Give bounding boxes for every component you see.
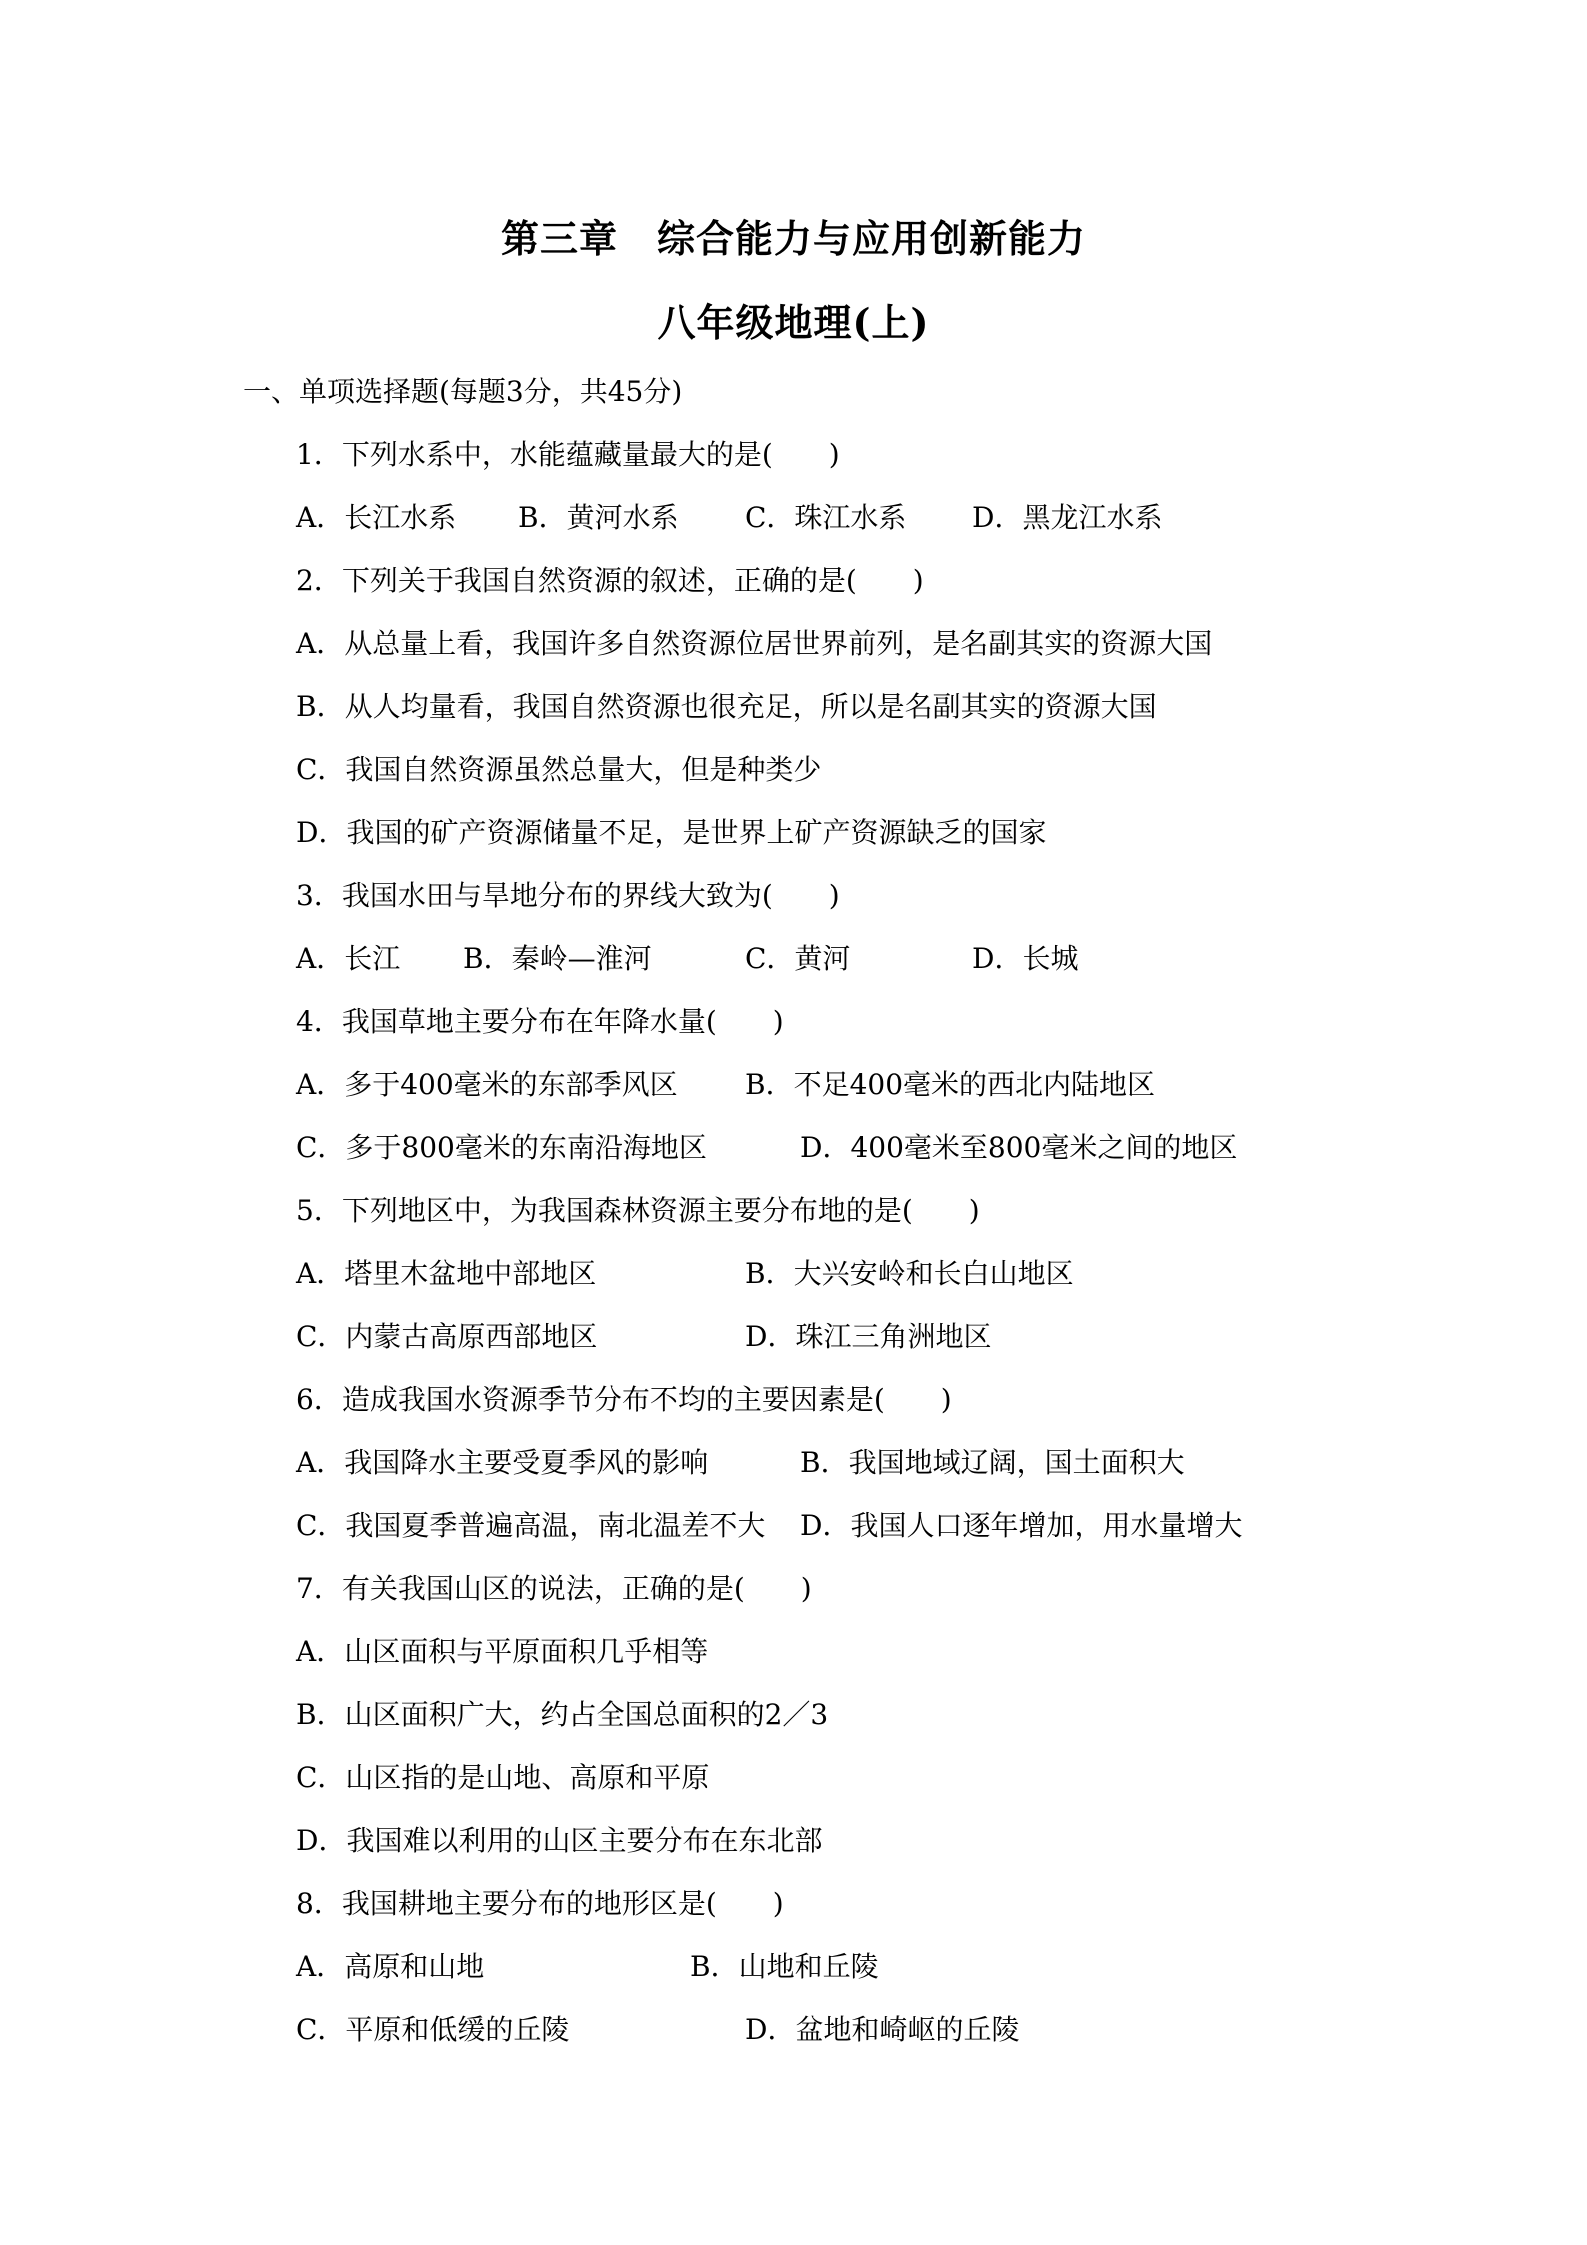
- question-5-option-b: B．大兴安岭和长白山地区: [745, 1257, 1074, 1290]
- question-7-stem: 7．有关我国山区的说法，正确的是( ): [296, 1572, 812, 1605]
- question-5-option-a: A．塔里木盆地中部地区: [296, 1257, 597, 1290]
- question-2-option-a: A．从总量上看，我国许多自然资源位居世界前列，是名副其实的资源大国: [296, 627, 1213, 660]
- question-1-option-c: C．珠江水系: [745, 501, 907, 534]
- question-3-option-b: B．秦岭—淮河: [463, 942, 652, 975]
- question-5-stem: 5．下列地区中，为我国森林资源主要分布地的是( ): [296, 1194, 980, 1227]
- question-6-option-a: A．我国降水主要受夏季风的影响: [296, 1446, 709, 1479]
- question-1-option-d: D．黑龙江水系: [972, 501, 1163, 534]
- question-2-option-b: B．从人均量看，我国自然资源也很充足，所以是名副其实的资源大国: [296, 690, 1157, 723]
- question-3-option-c: C．黄河: [745, 942, 851, 975]
- question-2-option-c: C．我国自然资源虽然总量大，但是种类少: [296, 753, 822, 786]
- section-heading: 一、单项选择题(每题3分，共45分): [243, 375, 683, 408]
- question-7-option-a: A．山区面积与平原面积几乎相等: [296, 1635, 709, 1668]
- page-subtitle: 八年级地理(上): [657, 300, 930, 345]
- question-4-option-c: C．多于800毫米的东南沿海地区: [296, 1131, 707, 1164]
- question-1-option-b: B．黄河水系: [518, 501, 679, 534]
- question-6-option-d: D．我国人口逐年增加，用水量增大: [800, 1509, 1243, 1542]
- question-3-option-a: A．长江: [296, 942, 401, 975]
- question-6-stem: 6．造成我国水资源季节分布不均的主要因素是( ): [296, 1383, 952, 1416]
- question-2-option-d: D．我国的矿产资源储量不足，是世界上矿产资源缺乏的国家: [296, 816, 1047, 849]
- question-1-stem: 1．下列水系中，水能蕴藏量最大的是( ): [296, 438, 840, 471]
- question-4-option-b: B．不足400毫米的西北内陆地区: [745, 1068, 1156, 1101]
- question-3-option-d: D．长城: [972, 942, 1079, 975]
- question-7-option-c: C．山区指的是山地、高原和平原: [296, 1761, 710, 1794]
- question-5-option-c: C．内蒙古高原西部地区: [296, 1320, 598, 1353]
- question-8-option-d: D．盆地和崎岖的丘陵: [745, 2013, 1020, 2046]
- question-8-option-a: A．高原和山地: [296, 1950, 485, 1983]
- question-7-option-d: D．我国难以利用的山区主要分布在东北部: [296, 1824, 823, 1857]
- question-3-stem: 3．我国水田与旱地分布的界线大致为( ): [296, 879, 840, 912]
- question-6-option-c: C．我国夏季普遍高温，南北温差不大: [296, 1509, 766, 1542]
- question-6-option-b: B．我国地域辽阔，国土面积大: [800, 1446, 1185, 1479]
- question-5-option-d: D．珠江三角洲地区: [745, 1320, 992, 1353]
- question-2-stem: 2．下列关于我国自然资源的叙述，正确的是( ): [296, 564, 924, 597]
- question-4-option-a: A．多于400毫米的东部季风区: [296, 1068, 678, 1101]
- question-8-option-b: B．山地和丘陵: [690, 1950, 879, 1983]
- question-4-option-d: D．400毫米至800毫米之间的地区: [800, 1131, 1238, 1164]
- question-4-stem: 4．我国草地主要分布在年降水量( ): [296, 1005, 784, 1038]
- question-8-option-c: C．平原和低缓的丘陵: [296, 2013, 570, 2046]
- question-1-option-a: A．长江水系: [296, 501, 457, 534]
- question-7-option-b: B．山区面积广大，约占全国总面积的2／3: [296, 1698, 829, 1731]
- question-8-stem: 8．我国耕地主要分布的地形区是( ): [296, 1887, 784, 1920]
- page-title: 第三章 综合能力与应用创新能力: [500, 216, 1086, 261]
